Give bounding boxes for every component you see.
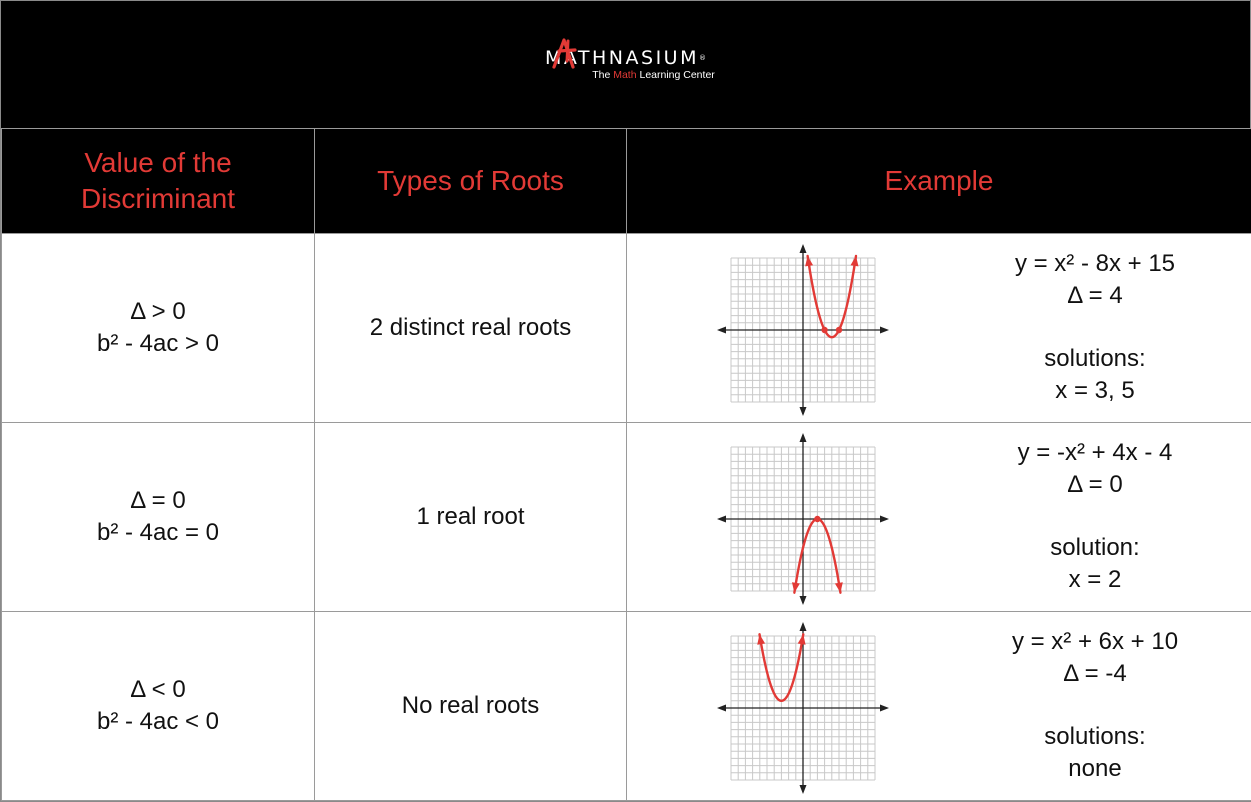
header-row bbox=[2, 129, 1251, 234]
example-text bbox=[977, 248, 1213, 406]
arrow-icon bbox=[880, 705, 889, 712]
delta-condition: Δ = 0 bbox=[130, 487, 186, 514]
arrow-icon bbox=[880, 516, 889, 523]
formula-condition: b² - 4ac < 0 bbox=[96, 708, 220, 735]
roots-type-cell: No real roots bbox=[315, 612, 627, 801]
arrow-icon bbox=[717, 327, 726, 334]
parabola-graph bbox=[717, 244, 889, 416]
arrow-icon bbox=[800, 244, 807, 253]
solutions-label: solution: bbox=[1050, 534, 1140, 561]
equation: y = -x² + 4x - 4 bbox=[1017, 439, 1173, 466]
header-value-of-discriminant: Value of the Discriminant bbox=[2, 129, 315, 234]
delta-condition: Δ > 0 bbox=[130, 298, 186, 325]
delta-condition: Δ < 0 bbox=[130, 676, 186, 703]
solutions-value: none bbox=[1068, 754, 1122, 782]
discriminant-condition-cell bbox=[2, 612, 315, 801]
table-row bbox=[2, 612, 1251, 801]
discriminant-table bbox=[1, 128, 1251, 801]
root-point bbox=[814, 516, 820, 522]
arrow-icon bbox=[717, 516, 726, 523]
formula-condition: b² - 4ac = 0 bbox=[96, 519, 220, 546]
parabola-graph bbox=[717, 433, 889, 605]
arrow-icon bbox=[851, 256, 859, 266]
mathnasium-logo-icon bbox=[550, 37, 584, 71]
roots-type-cell: 1 real root bbox=[315, 423, 627, 612]
example-cell bbox=[627, 423, 1251, 612]
delta-value: Δ = 0 bbox=[1067, 470, 1123, 498]
arrow-icon bbox=[800, 407, 807, 416]
header-banner bbox=[1, 1, 1250, 128]
example-cell bbox=[627, 612, 1251, 801]
root-point bbox=[821, 327, 827, 333]
arrow-icon bbox=[800, 433, 807, 442]
arrow-icon bbox=[800, 785, 807, 794]
solutions-label: solutions: bbox=[1044, 345, 1146, 372]
solutions-label: solutions: bbox=[1044, 723, 1146, 750]
formula-condition: b² - 4ac > 0 bbox=[96, 330, 220, 357]
arrow-icon bbox=[805, 256, 813, 266]
solutions-value: x = 3, 5 bbox=[1055, 376, 1135, 404]
solutions-value: x = 2 bbox=[1068, 565, 1122, 593]
example-text bbox=[977, 437, 1213, 595]
equation: y = x² + 6x + 10 bbox=[1011, 628, 1179, 655]
roots-type-cell: 2 distinct real roots bbox=[315, 234, 627, 423]
brand-name: MATHNASIUM® bbox=[545, 46, 706, 69]
table-row bbox=[2, 423, 1251, 612]
delta-value: Δ = -4 bbox=[1063, 659, 1127, 687]
mathnasium-logo bbox=[536, 47, 715, 81]
header-example: Example bbox=[627, 129, 1251, 234]
arrow-icon bbox=[880, 327, 889, 334]
table-row bbox=[2, 234, 1251, 423]
delta-value: Δ = 4 bbox=[1067, 281, 1123, 309]
arrow-icon bbox=[800, 622, 807, 631]
header-types-of-roots: Types of Roots bbox=[315, 129, 627, 234]
arrow-icon bbox=[717, 705, 726, 712]
root-point bbox=[836, 327, 842, 333]
example-text bbox=[977, 626, 1213, 784]
discriminant-condition-cell bbox=[2, 423, 315, 612]
equation: y = x² - 8x + 15 bbox=[1014, 250, 1176, 277]
example-cell bbox=[627, 234, 1251, 423]
brand-tagline: The Math Learning Center bbox=[592, 68, 715, 81]
discriminant-condition-cell bbox=[2, 234, 315, 423]
parabola-graph bbox=[717, 622, 889, 794]
arrow-icon bbox=[800, 596, 807, 605]
